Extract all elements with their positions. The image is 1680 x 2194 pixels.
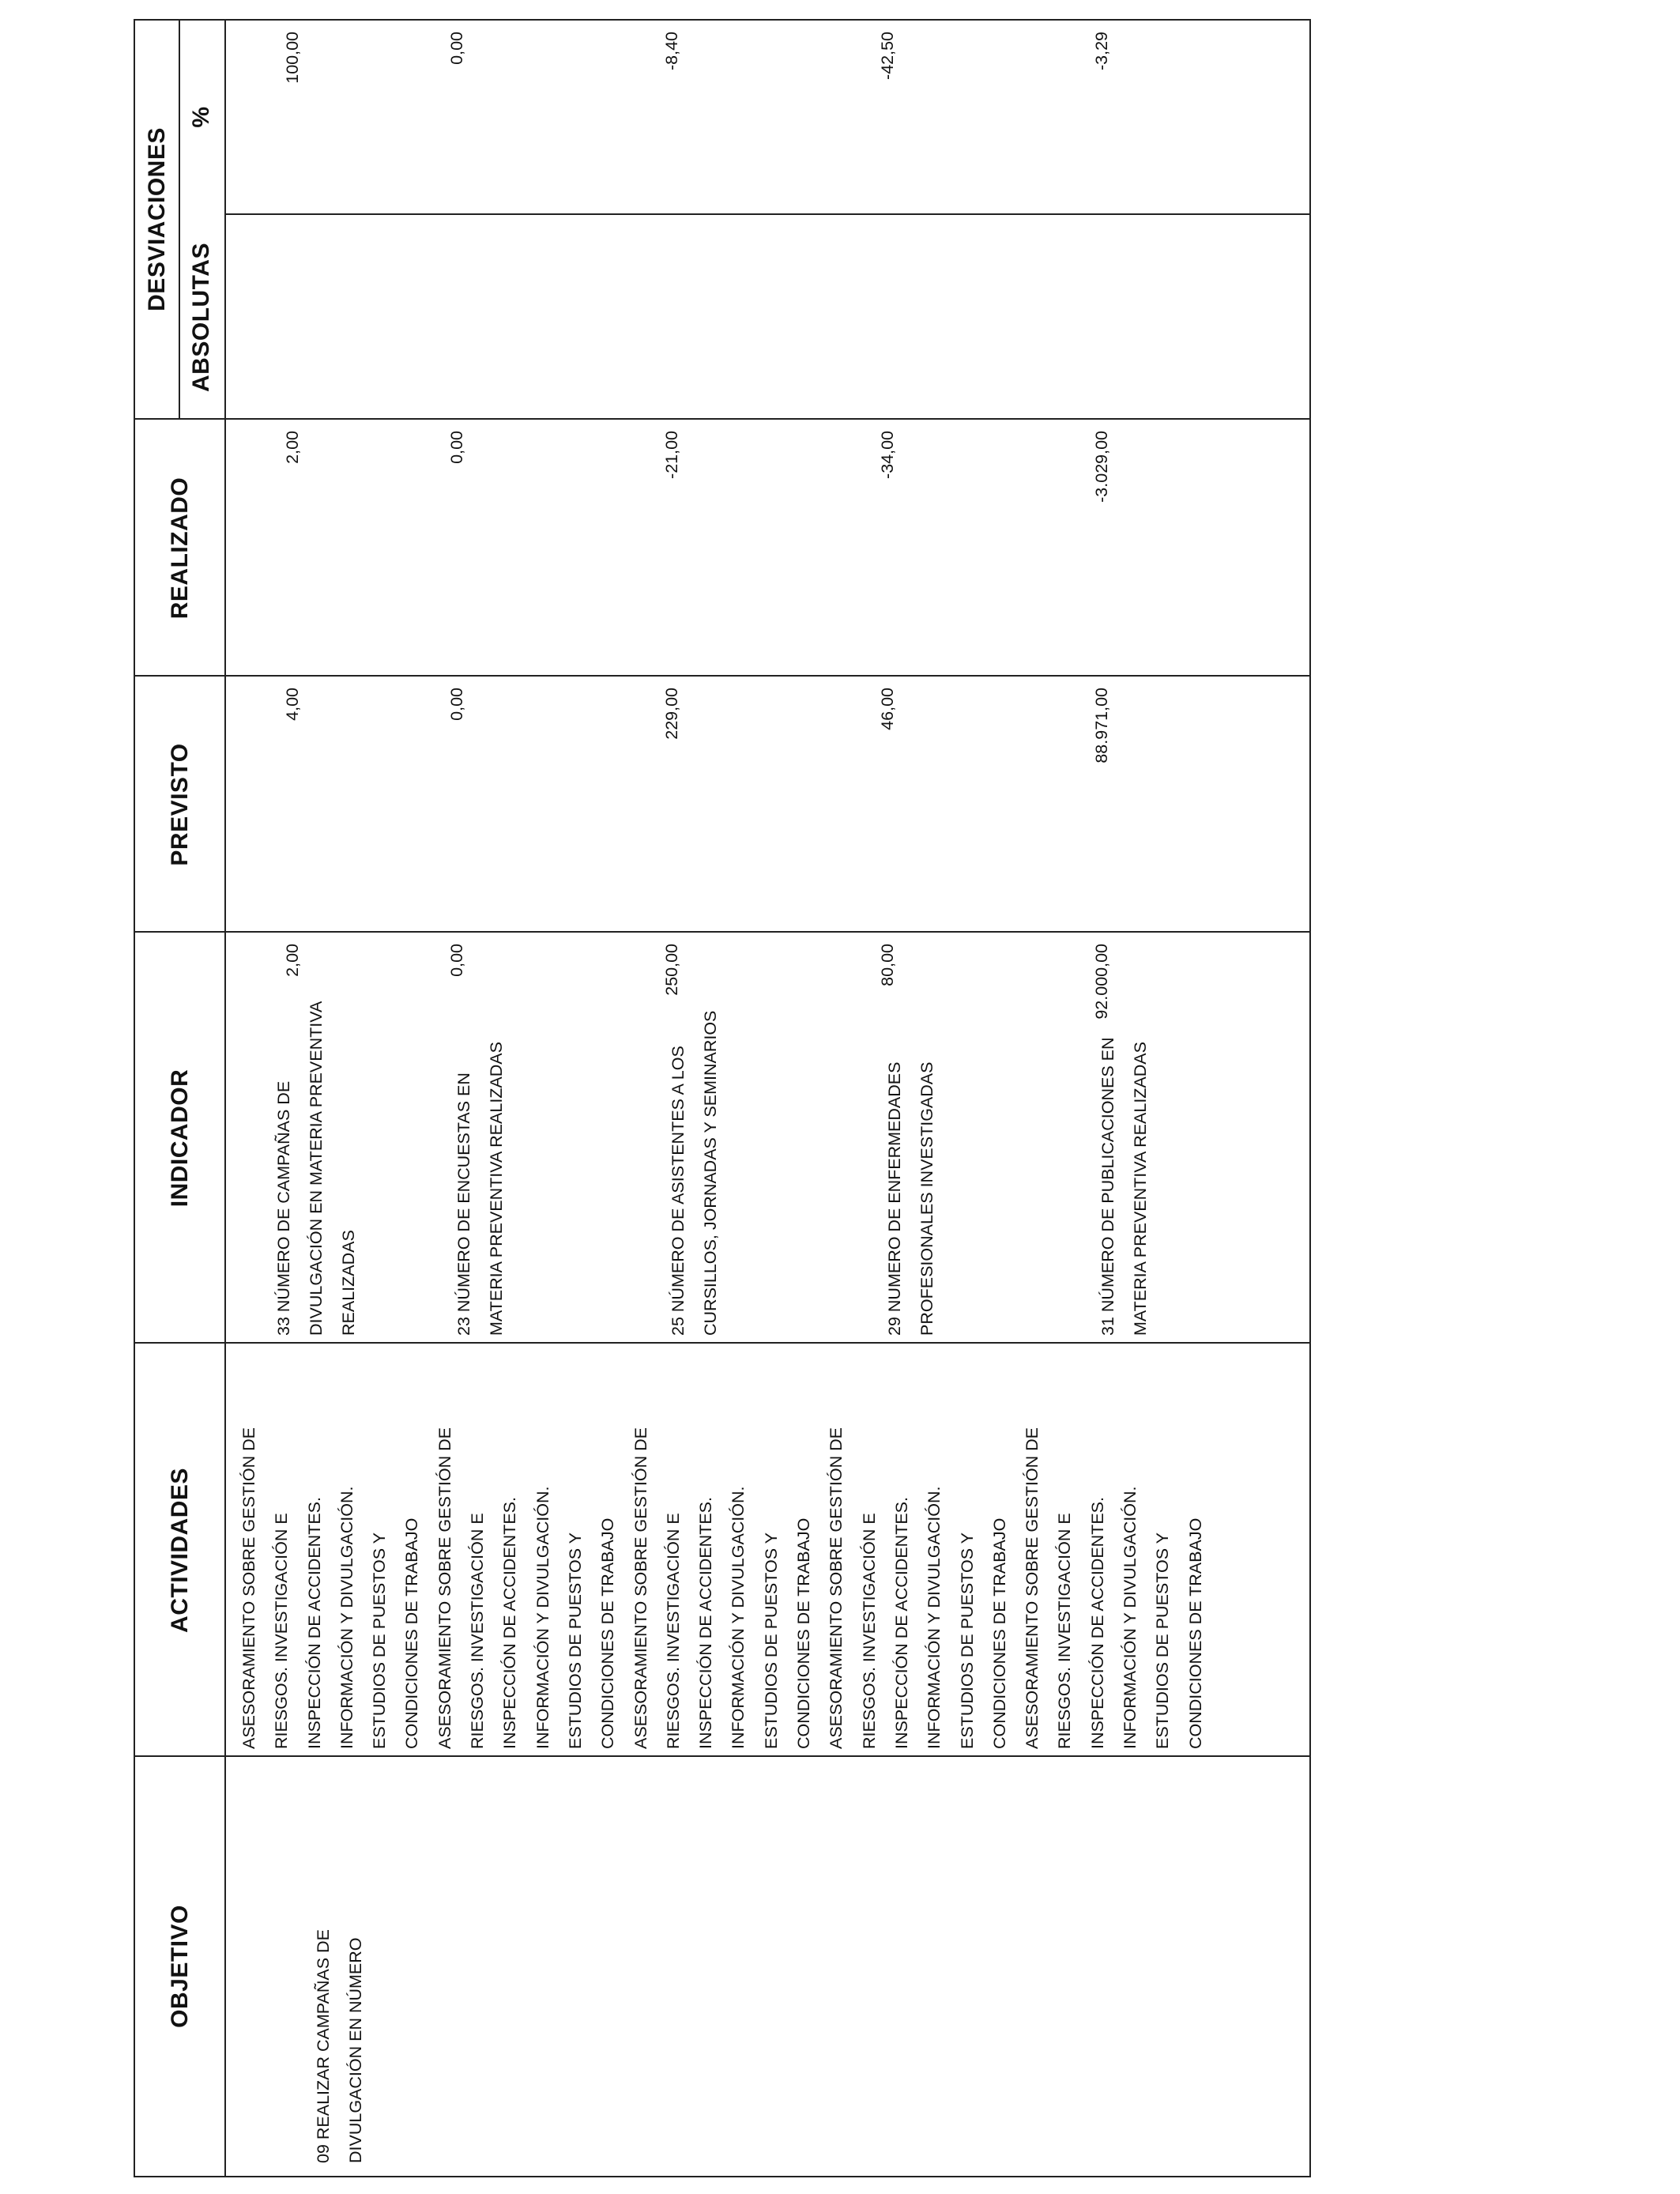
indicador-line: MATERIA PREVENTIVA REALIZADAS [487, 1042, 506, 1336]
actividad-line: RIESGOS. INVESTIGACIÓN E [1055, 1513, 1075, 1749]
header-previsto: PREVISTO [166, 743, 193, 866]
actividad-line: INFORMACIÓN Y DIVULGACIÓN. [1121, 1486, 1140, 1749]
indicador-line: 33 NÚMERO DE CAMPAÑAS DE [274, 1080, 293, 1336]
objetivo-line: DIVULGACIÓN EN NÚMERO [346, 1937, 365, 2163]
header-desviaciones: DESVIACIONES [143, 127, 170, 311]
actividad-line: CONDICIONES DE TRABAJO [989, 1517, 1009, 1749]
previsto-value: 2,00 [283, 944, 302, 977]
realizado-value: 0,00 [447, 688, 466, 721]
indicador-cell [879, 1062, 944, 1336]
porcentaje-value: -42,50 [878, 32, 897, 80]
absolutas-value: -3.029,00 [1092, 431, 1111, 503]
column-divider [135, 931, 1309, 933]
actividad-line: RIESGOS. INVESTIGACIÓN E [468, 1513, 488, 1749]
actividad-line: INSPECCIÓN DE ACCIDENTES. [891, 1497, 911, 1749]
previsto-value: 0,00 [447, 944, 466, 977]
porcentaje-value: 0,00 [447, 32, 466, 65]
header-porcentaje: % [188, 106, 214, 128]
header-divider [224, 21, 226, 2176]
column-divider [135, 1342, 1309, 1344]
indicador-line: 25 NÚMERO DE ASISTENTES A LOS [669, 1046, 687, 1336]
previsto-value: 80,00 [878, 944, 897, 986]
header-objetivo: OBJETIVO [166, 1905, 193, 2028]
indicador-line: REALIZADAS [339, 1230, 358, 1336]
indicador-line: DIVULGACIÓN EN MATERIA PREVENTIVA [307, 1001, 326, 1336]
realizado-value: 4,00 [283, 688, 302, 721]
absolutas-value: -21,00 [662, 431, 681, 479]
actividad-line: INSPECCIÓN DE ACCIDENTES. [304, 1497, 324, 1749]
actividad-line: INFORMACIÓN Y DIVULGACIÓN. [925, 1486, 944, 1749]
actividad-line: INSPECCIÓN DE ACCIDENTES. [696, 1497, 716, 1749]
porcentaje-value: -8,40 [662, 32, 681, 71]
column-divider [135, 675, 1309, 677]
realizado-value: 229,00 [662, 688, 681, 740]
indicador-cell [448, 1042, 513, 1336]
actividad-line: CONDICIONES DE TRABAJO [1185, 1517, 1205, 1749]
indicador-line: CURSILLOS, JORNADAS Y SEMINARIOS [701, 1010, 720, 1336]
realizado-value: 88.971,00 [1092, 688, 1111, 763]
indicador-cell [268, 1001, 365, 1336]
indicador-line: PROFESIONALES INVESTIGADAS [917, 1061, 936, 1336]
indicador-cell [662, 1011, 727, 1336]
actividad-line: CONDICIONES DE TRABAJO [598, 1517, 618, 1749]
header-actividades: ACTIVIDADES [166, 1468, 193, 1633]
column-divider [226, 213, 1309, 215]
actividades-list [233, 1427, 1212, 1749]
porcentaje-value: 100,00 [283, 32, 302, 84]
actividad-line: INSPECCIÓN DE ACCIDENTES. [500, 1497, 520, 1749]
header-absolutas: ABSOLUTAS [188, 243, 214, 392]
header-realizado: REALIZADO [166, 477, 193, 620]
actividad-line: ASESORAMIENTO SOBRE GESTIÓN DE [827, 1427, 846, 1749]
actividad-line: ASESORAMIENTO SOBRE GESTIÓN DE [435, 1427, 454, 1749]
actividad-line: INFORMACIÓN Y DIVULGACIÓN. [533, 1486, 552, 1749]
realizado-value: 46,00 [878, 688, 897, 730]
actividad-line: ESTUDIOS DE PUESTOS Y [761, 1532, 781, 1749]
actividad-line: ASESORAMIENTO SOBRE GESTIÓN DE [1023, 1427, 1042, 1749]
indicador-line: MATERIA PREVENTIVA REALIZADAS [1131, 1042, 1150, 1336]
objetivo-text [307, 1929, 372, 2163]
actividad-line: RIESGOS. INVESTIGACIÓN E [272, 1513, 292, 1749]
objetivo-line: 09 REALIZAR CAMPAÑAS DE [314, 1929, 333, 2163]
porcentaje-value: -3,29 [1092, 32, 1111, 71]
actividad-line: INFORMACIÓN Y DIVULGACIÓN. [729, 1486, 748, 1749]
previsto-value: 92.000,00 [1092, 944, 1111, 1020]
actividad-line: INSPECCIÓN DE ACCIDENTES. [1087, 1497, 1107, 1749]
indicador-line: 23 NÚMERO DE ENCUESTAS EN [454, 1072, 473, 1336]
actividad-line: ESTUDIOS DE PUESTOS Y [1153, 1532, 1173, 1749]
actividad-line: CONDICIONES DE TRABAJO [402, 1517, 422, 1749]
indicador-line: 29 NUMERO DE ENFERMEDADES [885, 1061, 904, 1336]
actividad-line: RIESGOS. INVESTIGACIÓN E [663, 1513, 683, 1749]
previsto-value: 250,00 [662, 944, 681, 996]
actividad-line: RIESGOS. INVESTIGACIÓN E [859, 1513, 879, 1749]
absolutas-value: 0,00 [447, 431, 466, 464]
absolutas-value: 2,00 [283, 431, 302, 464]
header-indicador: INDICADOR [166, 1069, 193, 1208]
actividad-line: INFORMACIÓN Y DIVULGACIÓN. [337, 1486, 356, 1749]
column-divider [135, 1755, 1309, 1757]
actividad-line: CONDICIONES DE TRABAJO [794, 1517, 814, 1749]
actividad-line: ESTUDIOS DE PUESTOS Y [370, 1532, 390, 1749]
indicador-cell [1092, 1037, 1157, 1336]
column-divider [135, 418, 1309, 420]
actividad-line: ESTUDIOS DE PUESTOS Y [957, 1532, 977, 1749]
actividad-line: ESTUDIOS DE PUESTOS Y [565, 1532, 585, 1749]
absolutas-value: -34,00 [878, 431, 897, 479]
actividad-line: ASESORAMIENTO SOBRE GESTIÓN DE [239, 1427, 258, 1749]
indicador-line: 31 NÚMERO DE PUBLICACIONES EN [1098, 1037, 1117, 1336]
deviation-table [134, 19, 1311, 2177]
actividad-line: ASESORAMIENTO SOBRE GESTIÓN DE [631, 1427, 650, 1749]
